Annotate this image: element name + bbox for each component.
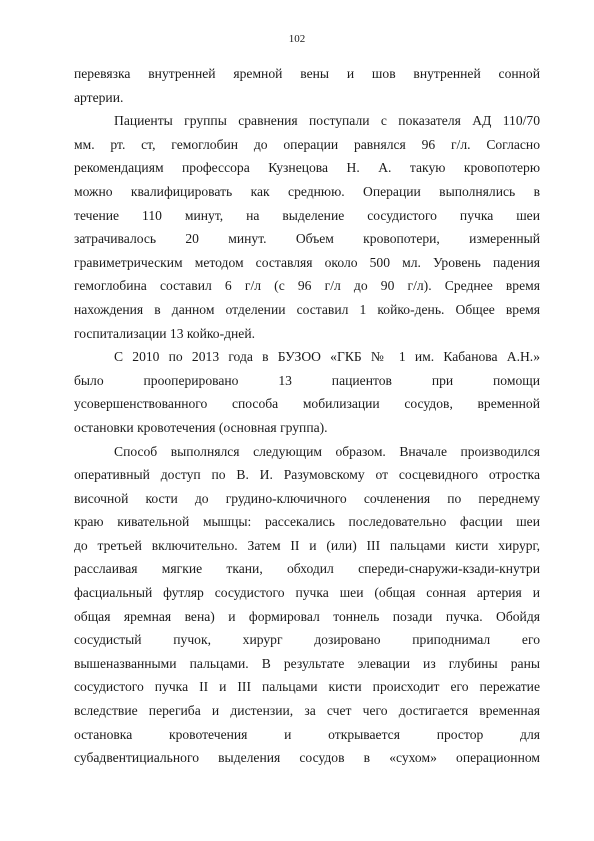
- text-line: течение 110 минут, на выделение сосудистого пучка шеи: [74, 207, 540, 223]
- text-line: было прооперировано 13 пациентов при помощи: [74, 372, 540, 388]
- text-line: остановки кровотечения (основная группа).: [74, 419, 328, 435]
- text-line: артерии.: [74, 89, 124, 105]
- text-line: гемоглобина составил 6 г/л (с 96 г/л до 90 г/л). Среднее время: [74, 278, 540, 294]
- text-line: вышеназванными пальцами. В результате элевации из глубины раны: [74, 655, 540, 671]
- text-line: перевязка внутренней яремной вены и шов внутренней сонной: [74, 66, 540, 81]
- text-line: затрачивалось 20 минут. Объем кровопотери, измеренный: [74, 231, 540, 247]
- text-line: госпитализации 13 койко-дней.: [74, 325, 256, 341]
- text-line: вследствие перегиба и дистензии, за счет чего достигается временная: [74, 703, 540, 719]
- text-line: рекомендациям профессора Кузнецова Н. А. такую кровопотерю: [74, 160, 540, 176]
- text-line: до третьей включительно. Затем II и (или) III пальцами кисти хирург,: [74, 537, 540, 553]
- text-line: можно квалифицировать как среднюю. Операции выполнялись в: [74, 183, 540, 199]
- page-number: 102: [288, 33, 306, 45]
- text-line: сосудистого пучка II и III пальцами кисти происходит его пережатие: [74, 679, 540, 695]
- paragraph-first-line: Пациенты группы сравнения поступали с показателя АД 110/70: [114, 113, 540, 129]
- text-line: субадвентициального выделения сосудов в «сухом» операционном: [74, 750, 540, 766]
- paragraph-first-line: С 2010 по 2013 года в БУЗОО «ГКБ № 1 им. Кабанова А.Н.»: [114, 349, 540, 365]
- text-line: оперативный доступ по В. И. Разумовскому от сосцевидного отростка: [74, 467, 540, 483]
- text-line: гравиметрическим методом составляя около 500 мл. Уровень падения: [74, 254, 540, 270]
- text-line: фасциальный футляр сосудистого пучка шеи (общая сонная артерия и: [74, 585, 540, 601]
- text-line: сосудистый пучок, хирург дозировано приподнимал его: [74, 632, 540, 648]
- text-line: усовершенствованного способа мобилизации сосудов, временной: [74, 396, 540, 412]
- text-line: остановка кровотечения и открывается простор для: [74, 726, 540, 742]
- text-line: краю кивательной мышцы: рассекались последовательно фасции шеи: [74, 514, 540, 530]
- text-line: височной кости до грудино-ключичного сочленения по переднему: [74, 490, 540, 506]
- document-body: [74, 62, 540, 770]
- text-line: мм. рт. ст, гемоглобин до операции равнялся 96 г/л. Согласно: [74, 136, 540, 152]
- text-line: общая яремная вена) и формировал тоннель позади пучка. Обойдя: [74, 608, 540, 624]
- paragraph-first-line: Способ выполнялся следующим образом. Вначале производился: [114, 443, 540, 459]
- text-line: расслаивая мягкие ткани, обходил спереди-снаружи-кзади-кнутри: [74, 561, 540, 577]
- text-line: нахождения в данном отделении составил 1 койко-день. Общее время: [74, 301, 540, 317]
